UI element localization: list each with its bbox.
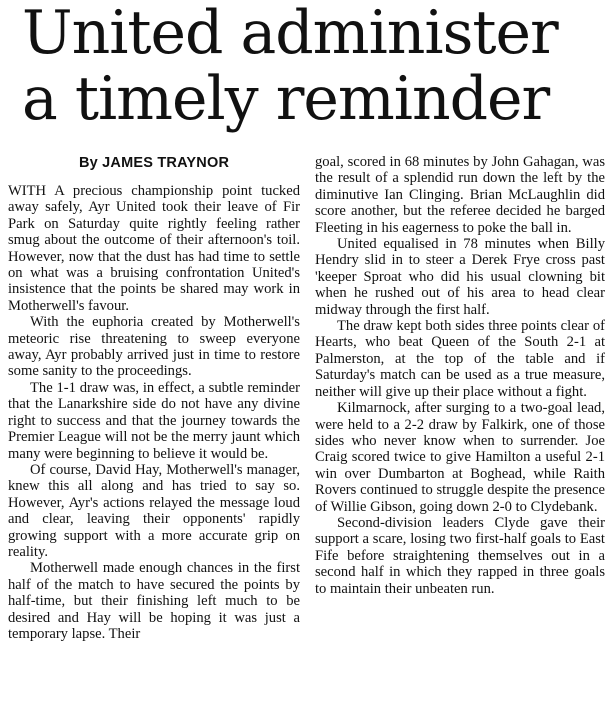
- paragraph: Kilmarnock, after surging to a two-goal lead, were held to a 2-2 draw by Falkirk, one of those sides who never know when to surrender. Joe Craig scored twice to give Hamilton a useful 2-1 win over Dumbarton at Boghead, while Raith Rovers continued to struggle despite the presence of Willie Gibson, going down 2-0 to Clydebank.: [315, 400, 605, 515]
- left-column: [8, 183, 300, 642]
- paragraph: The draw kept both sides three points clear of Hearts, who beat Queen of the South 2-1 at Palmerston, at the top of the table and if Saturday's match can be used as a true measure, neither will give up their place without a fight.: [315, 318, 605, 400]
- headline-line-1: United administer: [22, 0, 558, 68]
- byline: By JAMES TRAYNOR: [79, 155, 230, 171]
- paragraph: With the euphoria created by Motherwell's meteoric rise threatening to sweep everyone away, Ayr probably arrived just in time to restore some sanity to the proceedings.: [8, 314, 300, 380]
- right-column: [315, 154, 605, 597]
- headline-line-2: a timely reminder: [22, 64, 550, 134]
- paragraph: goal, scored in 68 minutes by John Gahagan, was the result of a splendid run down the left by the diminutive Ian Clinging. Brian McLaughlin did score another, but the referee decided he barged Fleeting in his eagerness to poke the ball in.: [315, 154, 605, 236]
- paragraph: Of course, David Hay, Motherwell's manager, knew this all along and has tried to say so. However, Ayr's actions relayed the message loud and clear, leaving their opponents' rapidly growing support with a more accurate grip on reality.: [8, 461, 300, 560]
- paragraph: United equalised in 78 minutes when Billy Hendry slid in to steer a Derek Frye cross past 'keeper Sproat who did his usual clowning bit when he rushed out of his area to head clear midway through the first half.: [315, 236, 605, 318]
- paragraph: Motherwell made enough chances in the first half of the match to have secured the points by half-time, but their finishing left much to be desired and Hay will be hoping it was just a temporary lapse. Their: [8, 560, 300, 642]
- headline: [22, 0, 602, 132]
- paragraph: Second-division leaders Clyde gave their support a scare, losing two first-half goals to East Fife before straightening themselves out in a second half in which they rapped in three goals to maintain their unbeaten run.: [315, 514, 605, 597]
- paragraph: The 1-1 draw was, in effect, a subtle reminder that the Lanarkshire side do not have any divine right to success and that the journey towards the Premier League will not be the merry jaunt which many were beginning to believe it would be.: [8, 379, 300, 462]
- paragraph: WITH A precious championship point tucked away safely, Ayr United took their leave of Fir Park on Saturday quite rightly feeling rather smug about the outcome of their afternoon's toil. However, now that the dust has had time to settle on what was a bruising confrontation United's insistence that the points be shared may work in Motherwell's favour.: [8, 183, 300, 314]
